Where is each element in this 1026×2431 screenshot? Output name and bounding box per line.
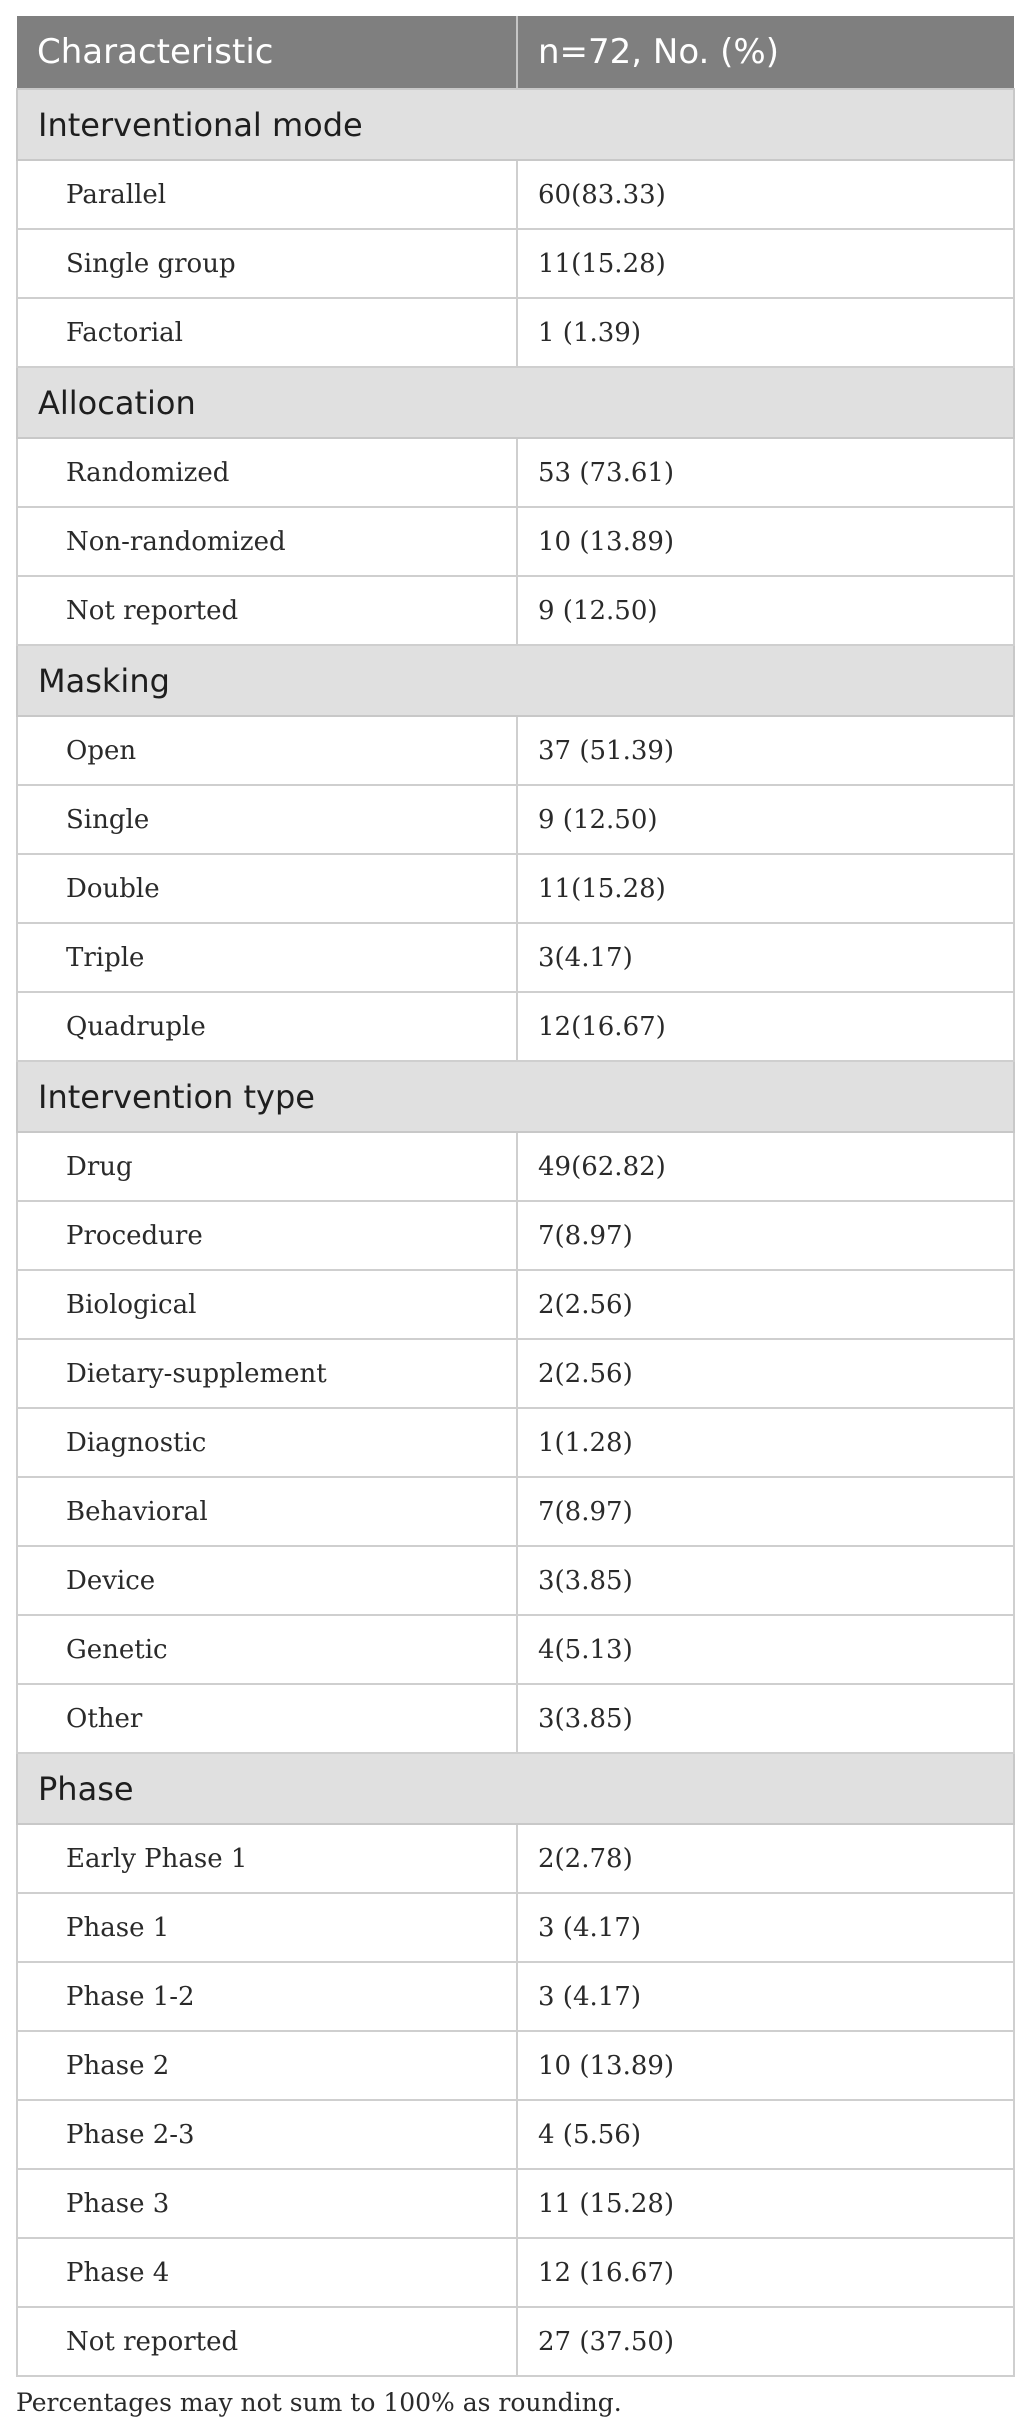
- row-value: 11(15.28): [517, 229, 1014, 298]
- row-value: 10 (13.89): [517, 507, 1014, 576]
- table-row: [17, 1408, 1014, 1477]
- row-value: 53 (73.61): [517, 438, 1014, 507]
- row-value: 9 (12.50): [517, 576, 1014, 645]
- section-row: [17, 645, 1014, 716]
- row-label: Other: [17, 1684, 517, 1753]
- table-row: [17, 1615, 1014, 1684]
- table-row: [17, 298, 1014, 367]
- row-label: Open: [17, 716, 517, 785]
- row-value: 3(3.85): [517, 1546, 1014, 1615]
- row-value: 3(3.85): [517, 1684, 1014, 1753]
- section-title: Interventional mode: [17, 89, 1014, 160]
- row-value: 7(8.97): [517, 1477, 1014, 1546]
- table-row: [17, 992, 1014, 1061]
- table-row: [17, 1893, 1014, 1962]
- row-label: Phase 2-3: [17, 2100, 517, 2169]
- row-value: 11(15.28): [517, 854, 1014, 923]
- table-row: [17, 2169, 1014, 2238]
- row-label: Single group: [17, 229, 517, 298]
- row-value: 4 (5.56): [517, 2100, 1014, 2169]
- row-label: Double: [17, 854, 517, 923]
- row-label: Drug: [17, 1132, 517, 1201]
- table-row: [17, 1684, 1014, 1753]
- header-count-percent: n=72, No. (%): [517, 16, 1014, 89]
- row-label: Dietary-supplement: [17, 1339, 517, 1408]
- table-row: [17, 2238, 1014, 2307]
- section-row: [17, 89, 1014, 160]
- table-row: [17, 785, 1014, 854]
- row-label: Phase 3: [17, 2169, 517, 2238]
- table-row: [17, 2307, 1014, 2376]
- table-row: [17, 1201, 1014, 1270]
- row-value: 1 (1.39): [517, 298, 1014, 367]
- section-row: [17, 1753, 1014, 1824]
- table-header: [17, 16, 1014, 89]
- header-row: [17, 16, 1014, 89]
- row-value: 2(2.56): [517, 1339, 1014, 1408]
- row-label: Randomized: [17, 438, 517, 507]
- characteristics-table: [16, 16, 1015, 2377]
- section-title: Allocation: [17, 367, 1014, 438]
- row-value: 60(83.33): [517, 160, 1014, 229]
- row-label: Single: [17, 785, 517, 854]
- row-label: Phase 1-2: [17, 1962, 517, 2031]
- table-row: [17, 438, 1014, 507]
- row-label: Device: [17, 1546, 517, 1615]
- row-label: Not reported: [17, 576, 517, 645]
- row-label: Diagnostic: [17, 1408, 517, 1477]
- row-value: 27 (37.50): [517, 2307, 1014, 2376]
- row-label: Non-randomized: [17, 507, 517, 576]
- row-label: Phase 2: [17, 2031, 517, 2100]
- table-row: [17, 1339, 1014, 1408]
- section-title: Masking: [17, 645, 1014, 716]
- table-row: [17, 160, 1014, 229]
- row-value: 7(8.97): [517, 1201, 1014, 1270]
- row-label: Phase 4: [17, 2238, 517, 2307]
- section-title: Phase: [17, 1753, 1014, 1824]
- table-body: [17, 89, 1014, 2376]
- table-row: [17, 1477, 1014, 1546]
- table-row: [17, 229, 1014, 298]
- section-row: [17, 1061, 1014, 1132]
- row-label: Quadruple: [17, 992, 517, 1061]
- row-label: Triple: [17, 923, 517, 992]
- row-label: Biological: [17, 1270, 517, 1339]
- table-row: [17, 1132, 1014, 1201]
- row-value: 2(2.78): [517, 1824, 1014, 1893]
- table-row: [17, 2031, 1014, 2100]
- row-label: Parallel: [17, 160, 517, 229]
- table-row: [17, 1270, 1014, 1339]
- row-label: Factorial: [17, 298, 517, 367]
- row-label: Behavioral: [17, 1477, 517, 1546]
- row-label: Genetic: [17, 1615, 517, 1684]
- section-title: Intervention type: [17, 1061, 1014, 1132]
- row-value: 12(16.67): [517, 992, 1014, 1061]
- table-row: [17, 507, 1014, 576]
- row-label: Not reported: [17, 2307, 517, 2376]
- table-row: [17, 576, 1014, 645]
- table-row: [17, 1824, 1014, 1893]
- row-label: Early Phase 1: [17, 1824, 517, 1893]
- table-row: [17, 1962, 1014, 2031]
- row-label: Phase 1: [17, 1893, 517, 1962]
- row-value: 3(4.17): [517, 923, 1014, 992]
- row-value: 9 (12.50): [517, 785, 1014, 854]
- table-row: [17, 1546, 1014, 1615]
- row-value: 11 (15.28): [517, 2169, 1014, 2238]
- table-row: [17, 2100, 1014, 2169]
- table-row: [17, 854, 1014, 923]
- row-value: 49(62.82): [517, 1132, 1014, 1201]
- row-label: Procedure: [17, 1201, 517, 1270]
- row-value: 1(1.28): [517, 1408, 1014, 1477]
- row-value: 3 (4.17): [517, 1893, 1014, 1962]
- table-row: [17, 716, 1014, 785]
- row-value: 2(2.56): [517, 1270, 1014, 1339]
- row-value: 12 (16.67): [517, 2238, 1014, 2307]
- row-value: 4(5.13): [517, 1615, 1014, 1684]
- table-row: [17, 923, 1014, 992]
- section-row: [17, 367, 1014, 438]
- row-value: 3 (4.17): [517, 1962, 1014, 2031]
- table-footnote: Percentages may not sum to 100% as rounding.: [16, 2388, 622, 2417]
- row-value: 10 (13.89): [517, 2031, 1014, 2100]
- header-characteristic: Characteristic: [17, 16, 517, 89]
- row-value: 37 (51.39): [517, 716, 1014, 785]
